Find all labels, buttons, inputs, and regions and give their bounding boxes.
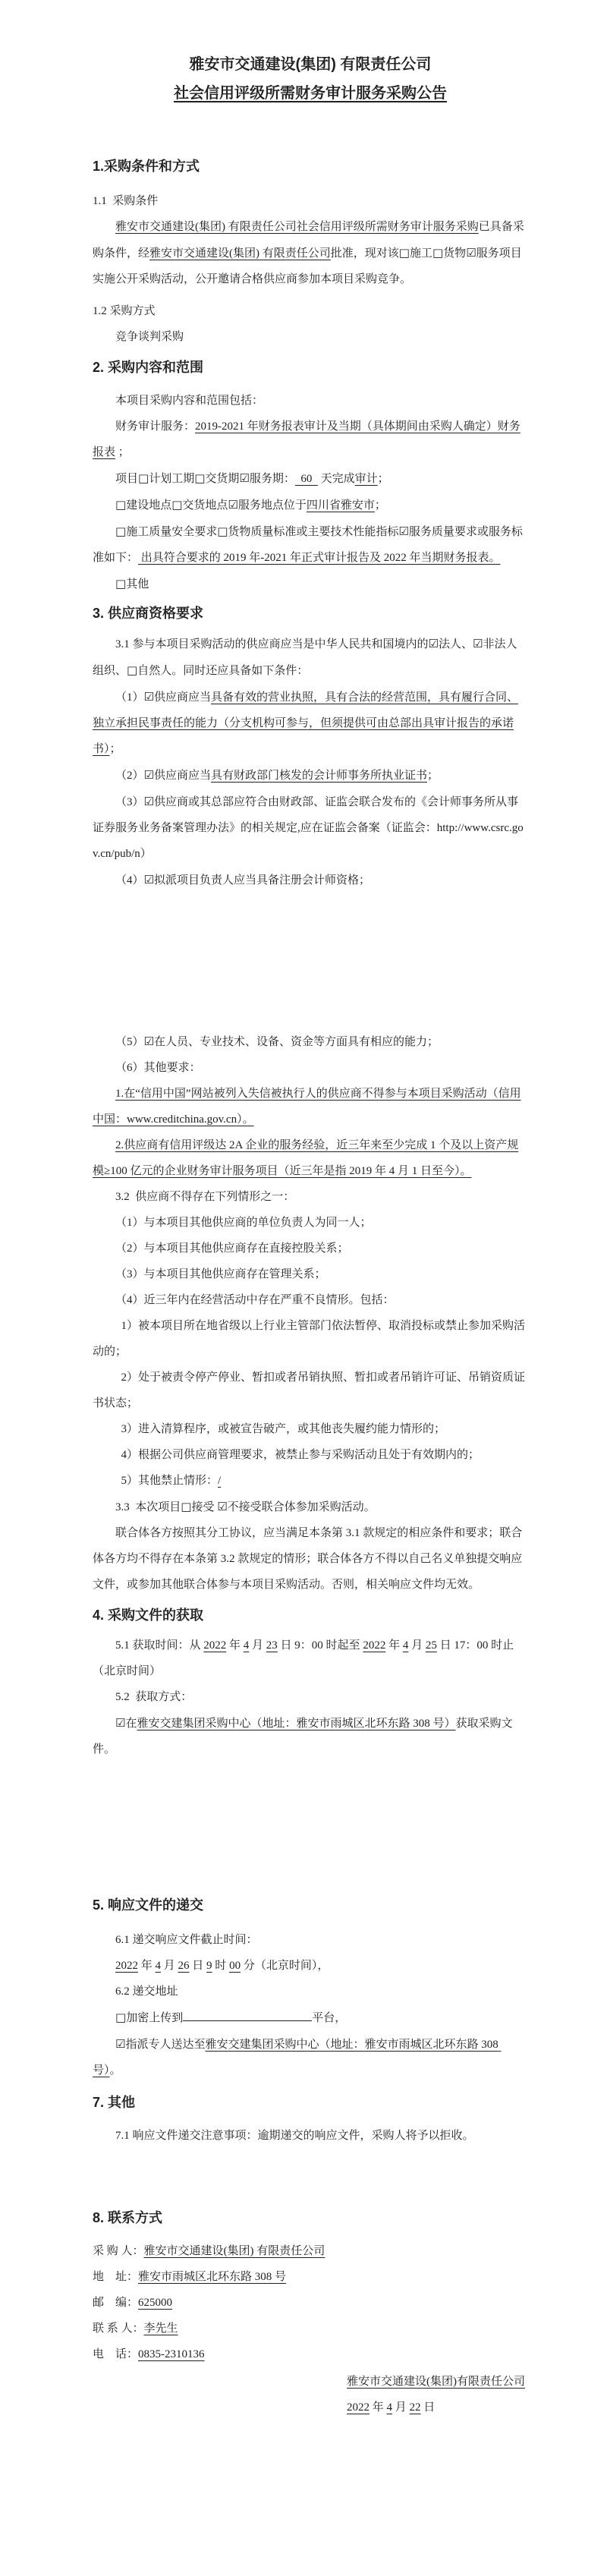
signature-date <box>347 2395 528 2420</box>
text-segment: 年 <box>226 1639 244 1652</box>
text-segment: （3） <box>115 796 144 808</box>
text-segment: 时 <box>212 1960 230 1972</box>
text-segment: 月 <box>161 1960 178 1972</box>
contact-row-purchaser <box>93 2238 528 2264</box>
item-3-2-3 <box>93 1261 528 1287</box>
text-segment: 具有财政部门核发的会计师事务所执业证书 <box>210 770 427 782</box>
text-segment: 地 址： <box>93 2271 139 2283</box>
text-segment: 天完成 <box>317 473 355 485</box>
text-segment: 在 <box>125 1718 137 1730</box>
section-1-heading: 1.采购条件和方式 <box>93 159 200 174</box>
checkbox-checked-icon: ☑ <box>115 1716 126 1730</box>
subsection-1-1-heading: 1.1 采购条件 <box>93 195 159 207</box>
document-title-line2: 社会信用评级所需财务审计服务采购公告 <box>174 85 447 102</box>
para-7-1 <box>93 2123 528 2149</box>
section-5-heading: 5. 响应文件的递交 <box>93 1897 204 1913</box>
text-segment: / <box>218 1475 222 1487</box>
text-segment: 服务质量要求或服务标准如下： <box>93 526 523 564</box>
contact-row-contact-person <box>93 2316 528 2341</box>
text-segment: 年 <box>370 2401 387 2414</box>
text-segment: 批准，现对该 <box>330 247 399 260</box>
text-segment: 23 <box>266 1639 278 1652</box>
text-segment: （2） <box>115 770 144 782</box>
para-obtain-method <box>93 1684 528 1710</box>
text-segment: 9 <box>206 1960 212 1972</box>
section-7-heading: 7. 其他 <box>93 2095 136 2110</box>
text-segment: 雅安市交通建设(集团) 有限责任公司 <box>143 2245 326 2257</box>
text-segment: 加密上传到 <box>126 2012 184 2024</box>
document-title <box>93 50 528 108</box>
para-other-req-1 <box>93 1081 528 1132</box>
text-segment: （5） <box>115 1036 144 1048</box>
text-segment: 2022 <box>363 1639 386 1652</box>
text-segment: 非法人组织、 <box>93 638 517 677</box>
checkbox-checked-icon: ☑ <box>228 498 238 512</box>
text-segment: 5.1 获取时间：从 <box>115 1639 204 1652</box>
text-segment: 2.供应商有信用评级达 2A 企业的服务经验，近三年来至少完成 1 个及以上资产规模≥100 亿元的企业财务审计服务项目（近三年是指 2019 年 4 月 1 日至今）。 <box>93 1139 519 1177</box>
section-4-heading: 4. 采购文件的获取 <box>93 1608 204 1623</box>
page-break-gap-1 <box>93 893 528 1028</box>
text-segment: 日 <box>420 2401 436 2414</box>
para-submit-deadline-date <box>93 1953 528 1979</box>
item-3-1-5 <box>93 1028 528 1055</box>
para-service-location <box>93 492 528 518</box>
text-segment: 财务审计服务： <box>115 420 196 433</box>
text-segment: 7.1 响应文件递交注意事项：逾期递交的响应文件，采购人将予以拒收。 <box>115 2130 474 2142</box>
text-segment: 雅安市交通建设(集团) 有限责任公司 <box>149 247 331 260</box>
checkbox-checked-icon: ☑ <box>143 1034 154 1048</box>
text-segment: 审计 <box>354 473 378 485</box>
text-segment: 雅安市雨城区北环东路 308 号 <box>138 2271 287 2283</box>
checkbox-checked-icon: ☑ <box>466 246 476 260</box>
text-segment: （1） <box>115 691 144 704</box>
text-segment: 施工 <box>409 247 432 260</box>
text-segment: 项目 <box>115 473 139 485</box>
item-3-2-4 <box>93 1287 528 1313</box>
page-break-gap-2 <box>93 1762 528 1895</box>
text-segment: 2022 <box>347 2401 370 2414</box>
text-segment: 交货地点 <box>182 499 228 512</box>
para-service-period <box>93 465 528 492</box>
text-segment: ； <box>427 770 439 782</box>
text-segment: 6.1 递交响应文件截止时间： <box>115 1934 258 1946</box>
text-segment: 00 <box>229 1960 241 1972</box>
text-segment: 5）其他禁止情形： <box>121 1475 219 1487</box>
text-segment: 拟派项目负责人应当具备注册会计师资格； <box>153 874 370 886</box>
text-segment: 3.1 参与本项目采购活动的供应商应当是中华人民共和国境内的 <box>115 638 429 650</box>
para-3-2 <box>93 1184 528 1210</box>
text-segment: 出具符合要求的 2019 年-2021 年正式审计报告及 2022 年当期财务报表。 <box>138 552 501 564</box>
checkbox-unchecked-icon: □ <box>217 524 228 538</box>
text-segment: ； <box>374 499 386 512</box>
checkbox-unchecked-icon: □ <box>115 2011 127 2024</box>
para-obtain-time <box>93 1633 528 1684</box>
text-segment: 月 <box>392 2401 410 2414</box>
text-segment: （6）其他要求： <box>115 1062 201 1074</box>
text-segment: 供应商或其总部应符合由财政部、证监会联合发布的《会计师事务所从事证券服务业务备案管理办法》的相关规定,应在证监会备案（证监会：http://www.csrc.gov.cn/pub/n） <box>93 796 524 860</box>
contact-row-address <box>93 2264 528 2290</box>
text-segment: 获取采购文件。 <box>93 1718 513 1756</box>
section-8-heading: 8. 联系方式 <box>93 2210 163 2225</box>
para-consortium-rules <box>93 1520 528 1598</box>
text-segment: 具备有效的营业执照，具有合法的经营范围，具有履行合同、独立承担民事责任的能力（分支机构可参与，但须提供可由总部出具审计报告的承诺书） <box>93 691 518 755</box>
text-segment: 分（北京时间）， <box>241 1960 329 1972</box>
section-2-heading: 2. 采购内容和范围 <box>93 360 204 375</box>
para-scope-intro <box>93 388 528 414</box>
text-segment: 雅安市交通建设(集团)有限责任公司 <box>347 2376 525 2388</box>
item-3-1-3 <box>93 789 528 867</box>
para-3-1 <box>93 631 528 684</box>
subitem-3-2-4-3 <box>93 1416 528 1442</box>
checkbox-checked-icon: ☑ <box>428 637 439 650</box>
text-segment: 供应商应当 <box>153 691 211 704</box>
para-submit-upload-option <box>93 2004 528 2031</box>
checkbox-unchecked-icon: □ <box>398 246 410 260</box>
text-segment: （2）与本项目其他供应商存在直接控股关系； <box>115 1242 349 1255</box>
text-segment: 建设地点 <box>126 499 172 512</box>
text-segment: 其他 <box>126 578 149 590</box>
para-audit-service <box>93 414 528 465</box>
text-segment: 接受 <box>191 1501 218 1513</box>
text-segment: 指派专人送达至 <box>125 2039 206 2051</box>
checkbox-checked-icon: ☑ <box>143 768 154 782</box>
platform-fill-in-blank <box>183 2009 312 2021</box>
section-gap-3 <box>93 2149 528 2202</box>
text-segment: 0835-2310136 <box>138 2348 205 2360</box>
text-segment: 3.2 供应商不得存在下列情形之一： <box>115 1191 295 1203</box>
text-segment: 四川省雅安市 <box>306 499 375 512</box>
text-segment: 4 <box>386 2401 393 2414</box>
text-segment: 不接受联合体参加采购活动。 <box>227 1501 376 1513</box>
checkbox-unchecked-icon: □ <box>181 1500 192 1513</box>
text-segment: 法人、 <box>438 638 473 650</box>
text-segment: 平台， <box>312 2012 347 2024</box>
para-quality-standard <box>93 518 528 571</box>
checkbox-checked-icon: ☑ <box>115 2037 126 2051</box>
text-segment: 采 购 人： <box>93 2245 144 2257</box>
text-segment: 在人员、专业技术、设备、资金等方面具有相应的能力； <box>153 1036 439 1048</box>
text-segment: 22 <box>409 2401 421 2414</box>
subitem-3-2-4-5 <box>93 1468 528 1494</box>
item-3-1-2 <box>93 762 528 789</box>
checkbox-checked-icon: ☑ <box>143 873 154 886</box>
para-purchase-method <box>93 324 528 350</box>
checkbox-unchecked-icon: □ <box>115 524 127 538</box>
para-3-3 <box>93 1494 528 1520</box>
checkbox-checked-icon: ☑ <box>472 637 483 650</box>
text-segment: 26 <box>178 1960 190 1972</box>
text-segment: 供应商应当 <box>153 770 211 782</box>
text-segment: 月 <box>249 1639 266 1652</box>
text-segment: 雅安交建集团采购中心（地址：雅安市雨城区北环东路 308 号） <box>93 2039 502 2077</box>
checkbox-unchecked-icon: □ <box>171 498 183 512</box>
text-segment: （4） <box>115 874 144 886</box>
text-segment: 年 <box>385 1639 403 1652</box>
para-other-option <box>93 571 528 597</box>
checkbox-checked-icon: ☑ <box>143 795 154 808</box>
checkbox-unchecked-icon: □ <box>115 498 127 512</box>
text-segment: 。 <box>109 2064 121 2077</box>
subitem-3-2-4-4 <box>93 1442 528 1468</box>
checkbox-unchecked-icon: □ <box>432 246 444 260</box>
text-segment: ； <box>115 446 130 458</box>
text-segment: （3）与本项目其他供应商存在管理关系； <box>115 1268 326 1280</box>
text-segment: 3）进入清算程序，或被宣告破产，或其他丧失履约能力情形的； <box>121 1423 446 1435</box>
contact-row-phone <box>93 2341 528 2367</box>
contact-row-postcode <box>93 2290 528 2316</box>
checkbox-checked-icon: ☑ <box>239 471 250 485</box>
text-segment: 1.在“信用中国”网站被列入失信被执行人的供应商不得参与本项目采购活动（信用中国：www.creditchina.gov.cn）。 <box>93 1088 521 1126</box>
text-segment: 2）处于被责令停产停业、暂扣或者吊销执照、暂扣或者吊销许可证、吊销资质证书状态； <box>93 1371 526 1409</box>
checkbox-checked-icon: ☑ <box>398 524 409 538</box>
text-segment: 60 <box>294 473 318 485</box>
checkbox-unchecked-icon: □ <box>115 577 127 590</box>
text-segment: 服务期： <box>249 473 295 485</box>
checkbox-checked-icon: ☑ <box>217 1500 228 1513</box>
text-segment: 4 <box>155 1960 162 1972</box>
checkbox-unchecked-icon: □ <box>194 471 206 485</box>
text-segment: 交货期 <box>205 473 240 485</box>
text-segment: 本项目采购内容和范围包括： <box>115 395 264 407</box>
item-3-2-1 <box>93 1210 528 1236</box>
para-submit-deliver-option <box>93 2031 528 2083</box>
checkbox-unchecked-icon: □ <box>138 471 149 485</box>
text-segment: 自然人。同时还应具备如下条件： <box>137 665 309 677</box>
text-segment: 已具备采购条件，经 <box>93 221 524 260</box>
text-segment: 日 <box>189 1960 207 1972</box>
text-segment: 625000 <box>138 2297 173 2309</box>
para-submit-address-label <box>93 1979 528 2004</box>
signature-company <box>347 2369 528 2395</box>
item-3-1-1 <box>93 684 528 762</box>
text-segment: 6.2 递交地址 <box>115 1986 178 1998</box>
para-submit-deadline-label <box>93 1927 528 1953</box>
signature-block <box>347 2369 528 2420</box>
text-segment: 服务项目实施公开采购活动，公开邀请合格供应商参加本项目采购竞争。 <box>93 247 522 285</box>
text-segment: 货物 <box>443 247 467 260</box>
text-segment: 计划工期 <box>149 473 195 485</box>
text-segment: 日 17：00 时止（北京时间） <box>93 1639 514 1677</box>
text-segment: ； <box>109 743 121 755</box>
text-segment: 日 9：00 时起至 <box>277 1639 363 1652</box>
text-segment: （4）近三年内在经营活动中存在严重不良情形。包括： <box>115 1294 395 1306</box>
text-segment: （1）与本项目其他供应商的单位负责人为同一人； <box>115 1217 372 1229</box>
text-segment: 2022 <box>115 1960 138 1972</box>
para-obtain-place <box>93 1710 528 1762</box>
text-segment: 联 系 人： <box>93 2322 144 2335</box>
text-segment: 电 话： <box>93 2348 139 2360</box>
text-segment: 4 <box>402 1639 409 1652</box>
text-segment: 3.3 本次项目 <box>115 1501 181 1513</box>
text-segment: 联合体各方按照其分工协议，应当满足本条第 3.1 款规定的相应条件和要求；联合体各方均不得存在本条第 3.2 款规定的情形；联合体各方不得以自己名义单独提交响应文件，或参加其他联合体参与本项目采购活动。否则，相关响应文件均无效。 <box>93 1527 523 1591</box>
text-segment: 5.2 获取方式： <box>115 1691 193 1703</box>
checkbox-unchecked-icon: □ <box>127 663 138 677</box>
text-segment: 李先生 <box>143 2322 178 2335</box>
para-other-req-2 <box>93 1132 528 1184</box>
subsection-1-2-heading: 1.2 采购方式 <box>93 305 156 317</box>
document-title-line1: 雅安市交通建设(集团) 有限责任公司 <box>189 56 432 73</box>
text-segment: 施工质量安全要求 <box>126 526 218 538</box>
text-segment: ； <box>377 473 389 485</box>
item-3-1-6 <box>93 1055 528 1081</box>
item-3-2-2 <box>93 1236 528 1261</box>
item-3-1-4 <box>93 867 528 893</box>
text-segment: 25 <box>425 1639 437 1652</box>
text-segment: 4）根据公司供应商管理要求，被禁止参与采购活动且处于有效期内的； <box>121 1449 480 1461</box>
section-3-heading: 3. 供应商资格要求 <box>93 606 204 621</box>
subitem-3-2-4-2 <box>93 1365 528 1416</box>
text-segment: 邮 编： <box>93 2297 139 2309</box>
text-segment: 1）被本项目所在地省级以上行业主管部门依法暂停、取消投标或禁止参加采购活动的； <box>93 1320 526 1358</box>
para-purchase-conditions <box>93 214 528 292</box>
text-segment: 年 <box>138 1960 156 1972</box>
subitem-3-2-4-1 <box>93 1313 528 1365</box>
text-segment: 竞争谈判采购 <box>115 331 184 343</box>
text-segment: 2019-2021 年财务报表审计及当期（具体期间由采购人确定）财务报表 <box>93 420 521 458</box>
text-segment: 雅安交建集团采购中心（地址：雅安市雨城区北环东路 308 号） <box>137 1718 456 1730</box>
text-segment: 月 <box>408 1639 426 1652</box>
text-segment: 2022 <box>203 1639 227 1652</box>
text-segment: 4 <box>243 1639 250 1652</box>
checkbox-checked-icon: ☑ <box>143 690 154 704</box>
text-segment: 雅安市交通建设(集团) 有限责任公司社会信用评级所需财务审计服务采购 <box>115 221 479 233</box>
text-segment: 货物质量标准或主要技术性能指标 <box>228 526 399 538</box>
text-segment: 服务地点位于 <box>237 499 307 512</box>
